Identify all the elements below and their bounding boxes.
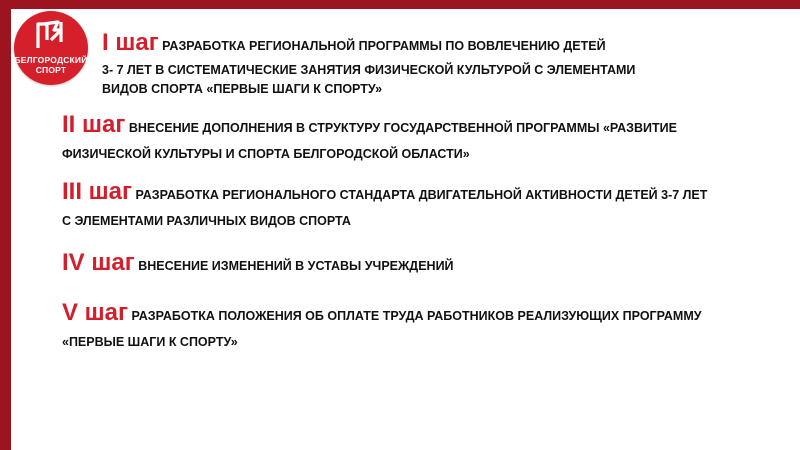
step-2 (62, 110, 677, 165)
step-3-line-2: С ЭЛЕМЕНТАМИ РАЗЛИЧНЫХ ВИДОВ СПОРТА (62, 214, 351, 228)
logo-belgorod-sport (14, 11, 88, 85)
step-4-line-1: ВНЕСЕНИЕ ИЗМЕНЕНИЙ В УСТАВЫ УЧРЕЖДЕНИЙ (138, 259, 454, 273)
step-4 (62, 248, 454, 281)
left-frame-bar (0, 0, 11, 450)
step-4-number: IV шаг (62, 249, 135, 276)
step-3-number: III шаг (62, 178, 133, 205)
logo-text-line1: БЕЛГОРОДСКИЙ (14, 55, 88, 65)
step-5-line-1: РАЗРАБОТКА ПОЛОЖЕНИЯ ОБ ОПЛАТЕ ТРУДА РАБОТНИКОВ РЕАЛИЗУЮЩИХ ПРОГРАММУ (131, 309, 702, 323)
step-1-line-3: ВИДОВ СПОРТА «ПЕРВЫЕ ШАГИ К СПОРТУ» (102, 82, 383, 96)
step-3 (62, 177, 707, 232)
step-3-line-1: РАЗРАБОТКА РЕГИОНАЛЬНОГО СТАНДАРТА ДВИГАТЕЛЬНОЙ АКТИВНОСТИ ДЕТЕЙ 3-7 ЛЕТ (135, 188, 708, 202)
step-1 (102, 28, 635, 99)
step-5-number: V шаг (62, 299, 129, 326)
step-2-line-2: ФИЗИЧЕСКОЙ КУЛЬТУРЫ И СПОРТА БЕЛГОРОДСКОЙ ОБЛАСТИ» (62, 147, 470, 161)
step-1-line-1: РАЗРАБОТКА РЕГИОНАЛЬНОЙ ПРОГРАММЫ ПО ВОВЛЕЧЕНИЮ ДЕТЕЙ (162, 39, 606, 53)
step-5 (62, 298, 702, 353)
logo-text-line2: СПОРТ (35, 65, 67, 75)
flag-icon (34, 18, 68, 52)
step-1-number: I шаг (102, 29, 159, 56)
step-2-line-1: ВНЕСЕНИЕ ДОПОЛНЕНИЯ В СТРУКТУРУ ГОСУДАРСТВЕННОЙ ПРОГРАММЫ «РАЗВИТИЕ (128, 121, 677, 135)
step-1-line-2: 3- 7 ЛЕТ В СИСТЕМАТИЧЕСКИЕ ЗАНЯТИЯ ФИЗИЧЕСКОЙ КУЛЬТУРОЙ С ЭЛЕМЕНТАМИ (102, 63, 636, 77)
top-frame-bar (0, 0, 800, 9)
step-5-line-2: «ПЕРВЫЕ ШАГИ К СПОРТУ» (62, 335, 238, 349)
step-2-number: II шаг (62, 111, 126, 138)
